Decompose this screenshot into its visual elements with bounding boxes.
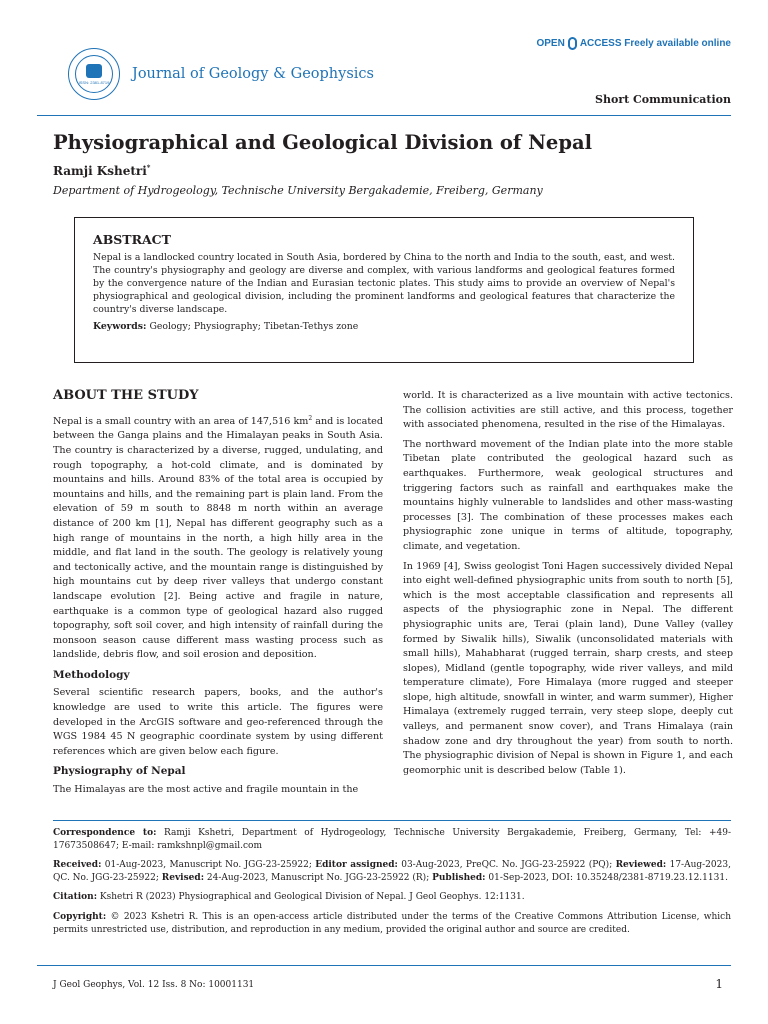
globe-icon: [75, 55, 113, 93]
logo-issn: ISSN: 2381-8719: [78, 79, 110, 85]
paragraph: In 1969 [4], Swiss geologist Toni Hagen successively divided Nepal into eight well-defined physiographic units from south to north [5], which is the most acceptable classification and represents all aspects of the physiographic zone in Nepal. The different physiographic units are, Terai (plain land), Dune Valley (valley formed by Siwalik hills), Siwalik (unconsolidated materials with small hills), Mahabharat (rugged terrain, sharp crests, and steep slopes), Midland (gentle topography, wide river valleys, and mild temperature climate), Fore Himalaya (more rugged and steeper slope, high altitude, snowfall in winter, and warm summer), Higher Himalaya (extremely rugged terrain, very steep slope, deeply cut valleys, and permanent snow cover), and Trans Himalaya (rain shadow zone and dry throughout the year) from south to north. The physiographic division of Nepal is shown in Figure 1, and each geomorphic unit is described below (Table 1).: [403, 560, 733, 776]
page-number: 1: [715, 977, 723, 991]
affiliation: Department of Hydrogeology, Technische University Bergakademie, Freiberg, Germany: [53, 184, 543, 197]
paragraph: The northward movement of the Indian plate into the more stable Tibetan plate contributed the geological hazard such as earthquakes. Furthermore, weak geological structures and triggering factors such as rainfall and earthquakes make the mountains highly vulnerable to landslides and other mass-wasting processes [3]. The combination of these processes makes each physiographic zone unique in terms of altitude, topography, climate, and vegetation.: [403, 438, 733, 552]
paragraph: world. It is characterized as a live mountain with active tectonics. The collision activities are still active, and this process, together with associated phenomena, resulted in the rise of the Himalayas.: [403, 390, 733, 431]
dates: [53, 859, 731, 884]
footnote-value: 03-Aug-2023, PreQC. No. JGG-23-25922 (PQ);: [401, 860, 613, 871]
copyright: [53, 911, 731, 936]
logo-mark: [86, 64, 102, 78]
footnote-divider: [53, 820, 731, 821]
page-title: Physiographical and Geological Division of Nepal: [53, 131, 593, 154]
abstract-box: [74, 217, 694, 363]
open-access-badge: [536, 37, 731, 50]
paragraph-part: Nepal is a small country with an area of 147,516 km: [53, 415, 309, 427]
physiography-heading: Physiography of Nepal: [53, 765, 186, 778]
footnote-value: Ramji Kshetri, Department of Hydrogeology, Technische University Bergakademie, Freiberg, Germany, Tel: +49-17673508647; E-mail: ramkshnpl@gmail.com: [53, 828, 731, 851]
methodology-heading: Methodology: [53, 668, 130, 681]
footnote-value: 24-Aug-2023, Manuscript No. JGG-23-25922 (R);: [206, 872, 430, 883]
section-heading: ABOUT THE STUDY: [53, 388, 199, 403]
citation: [53, 891, 731, 904]
paragraph: Several scientific research papers, books, and the author's knowledge are used to write this article. The figures were developed in the ArcGIS software and geo-referenced through the WGS 1984 45 N geographic coordinate system by using different references which are given below each figure.: [53, 687, 383, 757]
footnote-label: Received:: [53, 860, 102, 871]
header-divider: [37, 115, 731, 116]
author-name: [53, 163, 150, 178]
superscript: 2: [308, 414, 313, 422]
footnote-value: 17-Aug-2023, QC. No. JGG-23-25922;: [53, 860, 731, 883]
journal-logo: [68, 48, 120, 100]
footnote-value: © 2023 Kshetri R. This is an open-access article distributed under the terms of the Creative Commons Attribution License, which permits unrestricted use, distribution, and reproduction in any medium, provided the original author and source are credited.: [53, 911, 731, 935]
abstract-heading: ABSTRACT: [93, 232, 171, 247]
correspondence: [53, 827, 731, 852]
open-lock-icon: [568, 37, 577, 50]
footnote-label: Revised:: [161, 872, 205, 883]
article-type: Short Communication: [595, 93, 731, 106]
footer-divider: [37, 965, 731, 966]
footnote-value: 01-Aug-2023, Manuscript No. JGG-23-25922;: [104, 860, 312, 871]
footnote-value: Kshetri R (2023) Physiographical and Geological Division of Nepal. J Geol Geophys. 12:1131.: [99, 892, 525, 903]
right-column: [403, 389, 733, 783]
abstract-text: Nepal is a landlocked country located in South Asia, bordered by China to the north and India to the south, east, and west. The country's physiography and geology are diverse and complex, with various landforms and geological features formed by the convergence nature of the Indian and Eurasian tectonic plates. This study aims to provide an overview of Nepal's physiographical and geological division, including the prominent landforms and geological features that characterize the country's diverse landscape.: [93, 252, 675, 315]
paragraph: [53, 412, 383, 663]
journal-reference: J Geol Geophys, Vol. 12 Iss. 8 No: 10001131: [53, 980, 255, 990]
footnote-value: 01-Sep-2023, DOI: 10.35248/2381-8719.23.12.1131.: [488, 872, 728, 883]
open-access-tail: ACCESS Freely available online: [579, 38, 731, 49]
footnotes: [53, 827, 731, 943]
open-access-label: OPEN: [536, 38, 565, 49]
footnote-label: Editor assigned:: [315, 860, 398, 871]
paragraph-part: and is located between the Ganga plains and the Himalayan peaks in South Asia. The country is characterized by a diverse, rugged, undulating, and rough topography, a hot-cold climate, and is dominated by mountains and hills. Around 83% of the total area is occupied by mountains and hills, and the remaining part is plain land. From the elevation of 59 m south to 8848 m north within an average distance of 200 km [1], Nepal has different geography such as a high range of mountains in the north, a high hilly area in the middle, and flat land in the south. The geology is relatively young and tectonically active, and the mountain range is distinguished by high mountains cut by deep river valleys that undergo constant landscape evolution [2]. Being active and fragile in nature, earthquake is a common type of geological hazard also rugged topography, soft soil cover, and high intensity of rainfall during the monsoon season cause different mass wasting process such as landslide, debris flow, and soil erosion and deposition.: [53, 415, 384, 661]
keywords: [93, 321, 675, 332]
footnote-label: Citation:: [53, 892, 98, 903]
author-text: Ramji Kshetri: [53, 164, 147, 178]
author-mark: *: [146, 163, 151, 172]
paragraph: The Himalayas are the most active and fragile mountain in the: [53, 784, 359, 796]
footnote-label: Copyright:: [53, 911, 107, 922]
footnote-label: Correspondence to:: [53, 828, 157, 838]
journal-name: Journal of Geology & Geophysics: [132, 66, 374, 82]
keywords-list: Geology; Physiography; Tibetan-Tethys zone: [149, 321, 359, 332]
keywords-label: Keywords:: [93, 321, 147, 332]
left-column: [53, 389, 383, 803]
footnote-label: Reviewed:: [615, 860, 667, 871]
footnote-label: Published:: [432, 872, 486, 883]
